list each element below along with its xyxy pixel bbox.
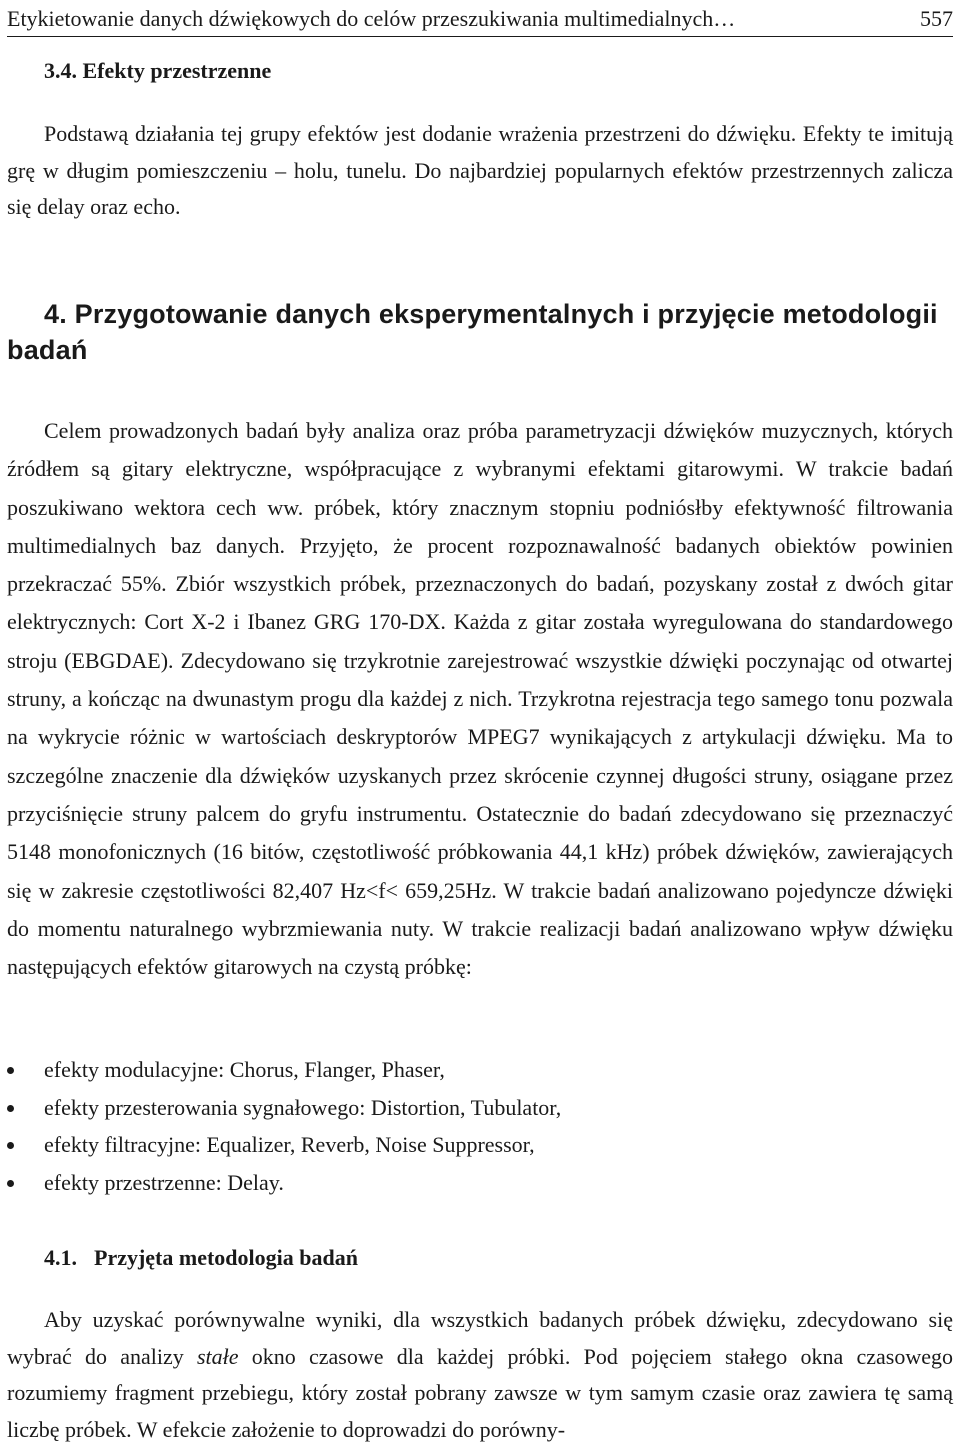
bullet-icon bbox=[7, 1142, 14, 1149]
section-heading-4: 4. Przygotowanie danych eksperymentalnych i przyjęcie metodologii badań bbox=[7, 299, 938, 365]
page-number: 557 bbox=[920, 6, 953, 31]
list-item-text: efekty przestrzenne: Delay. bbox=[44, 1170, 284, 1196]
bullet-icon bbox=[7, 1067, 14, 1074]
section-heading-3-4: 3.4. Efekty przestrzenne bbox=[44, 58, 272, 83]
paragraph-text-start: Aby uzyskać porównywalne wyniki, dla wszystkich badanych próbek dźwięku, zdecydowano się wybrać do analizy bbox=[7, 1307, 953, 1369]
paragraph-methodology bbox=[7, 1302, 953, 1449]
list-item bbox=[0, 1164, 953, 1202]
list-item-text: efekty filtracyjne: Equalizer, Reverb, Noise Suppressor, bbox=[44, 1132, 535, 1158]
running-title: Etykietowanie danych dźwiękowych do celów przeszukiwania multimedialnych… bbox=[7, 6, 736, 31]
bullet-icon bbox=[7, 1180, 14, 1187]
section-title: Przyjęta metodologia badań bbox=[94, 1245, 358, 1270]
running-header bbox=[7, 2, 953, 37]
paragraph-text-end: okno czasowe dla każdej próbki. Pod pojęciem stałego okna czasowego rozumiemy fragment przebiegu, który został pobrany zawsze w tym samym czasie oraz zawiera tę samą liczbę próbek. W efekcie założenie to doprowadzi do porówny- bbox=[7, 1343, 953, 1443]
section-number: 4.1. bbox=[44, 1245, 77, 1270]
paragraph-spatial-effects: Podstawą działania tej grupy efektów jest dodanie wrażenia przestrzeni do dźwięku. Efekty te imitują grę w długim pomieszczeniu – holu, tunelu. Do najbardziej popularnych efektów przestrzennych zalicza się delay oraz echo. bbox=[7, 121, 953, 219]
list-item-text: efekty przesterowania sygnałowego: Distortion, Tubulator, bbox=[44, 1094, 562, 1120]
list-item bbox=[0, 1051, 953, 1089]
bullet-icon bbox=[7, 1105, 14, 1112]
list-item bbox=[0, 1126, 953, 1164]
effects-list bbox=[0, 1051, 953, 1202]
list-item bbox=[0, 1089, 953, 1127]
section-heading-4-1 bbox=[44, 1245, 358, 1271]
paragraph-research-goal: Celem prowadzonych badań były analiza oraz próba parametryzacji dźwięków muzycznych, których źródłem są gitary elektryczne, współpracujące z wybranymi efektami gitarowymi. W trakcie badań poszukiwano wektora cech ww. próbek, który znacznym stopniu podniósłby efektywność filtrowania multimedialnych baz danych. Przyjęto, że procent rozpoznawalność badanych obiektów powinien przekraczać 55%. Zbiór wszystkich próbek, przeznaczonych do badań, pozyskany został z dwóch gitar elektrycznych: Cort X-2 i Ibanez GRG 170-DX. Każda z gitar została wyregulowana do standardowego stroju (EBGDAE). Zdecydowano się trzykrotnie zarejestrować wszystkie dźwięki poczynając od otwartej struny, a kończąc na dwunastym progu dla każdej z nich. Trzykrotna rejestracja tego samego tonu pozwala na wykrycie różnic w wartościach deskryptorów MPEG7 wynikających z artykulacji dźwięku. Ma to szczególne znaczenie dla dźwięków uzyskanych przez skrócenie czynnej długości struny, osiągane przez przyciśnięcie struny palcem do gryfu instrumentu. Ostatecznie do badań zdecydowano się przeznaczyć 5148 monofonicznych (16 bitów, częstotliwość próbkowania 44,1 kHz) próbek dźwięków, zawierających się w zakresie częstotliwości 82,407 Hz<f< 659,25Hz. W trakcie badań analizowano pojedyncze dźwięki do momentu naturalnego wybrzmiewania nuty. W trakcie realizacji badań analizowano wpływ dźwięku następujących efektów gitarowych na czystą próbkę: bbox=[7, 418, 953, 980]
list-item-text: efekty modulacyjne: Chorus, Flanger, Phaser, bbox=[44, 1057, 445, 1082]
emphasis-stale: stałe bbox=[196, 1343, 239, 1369]
